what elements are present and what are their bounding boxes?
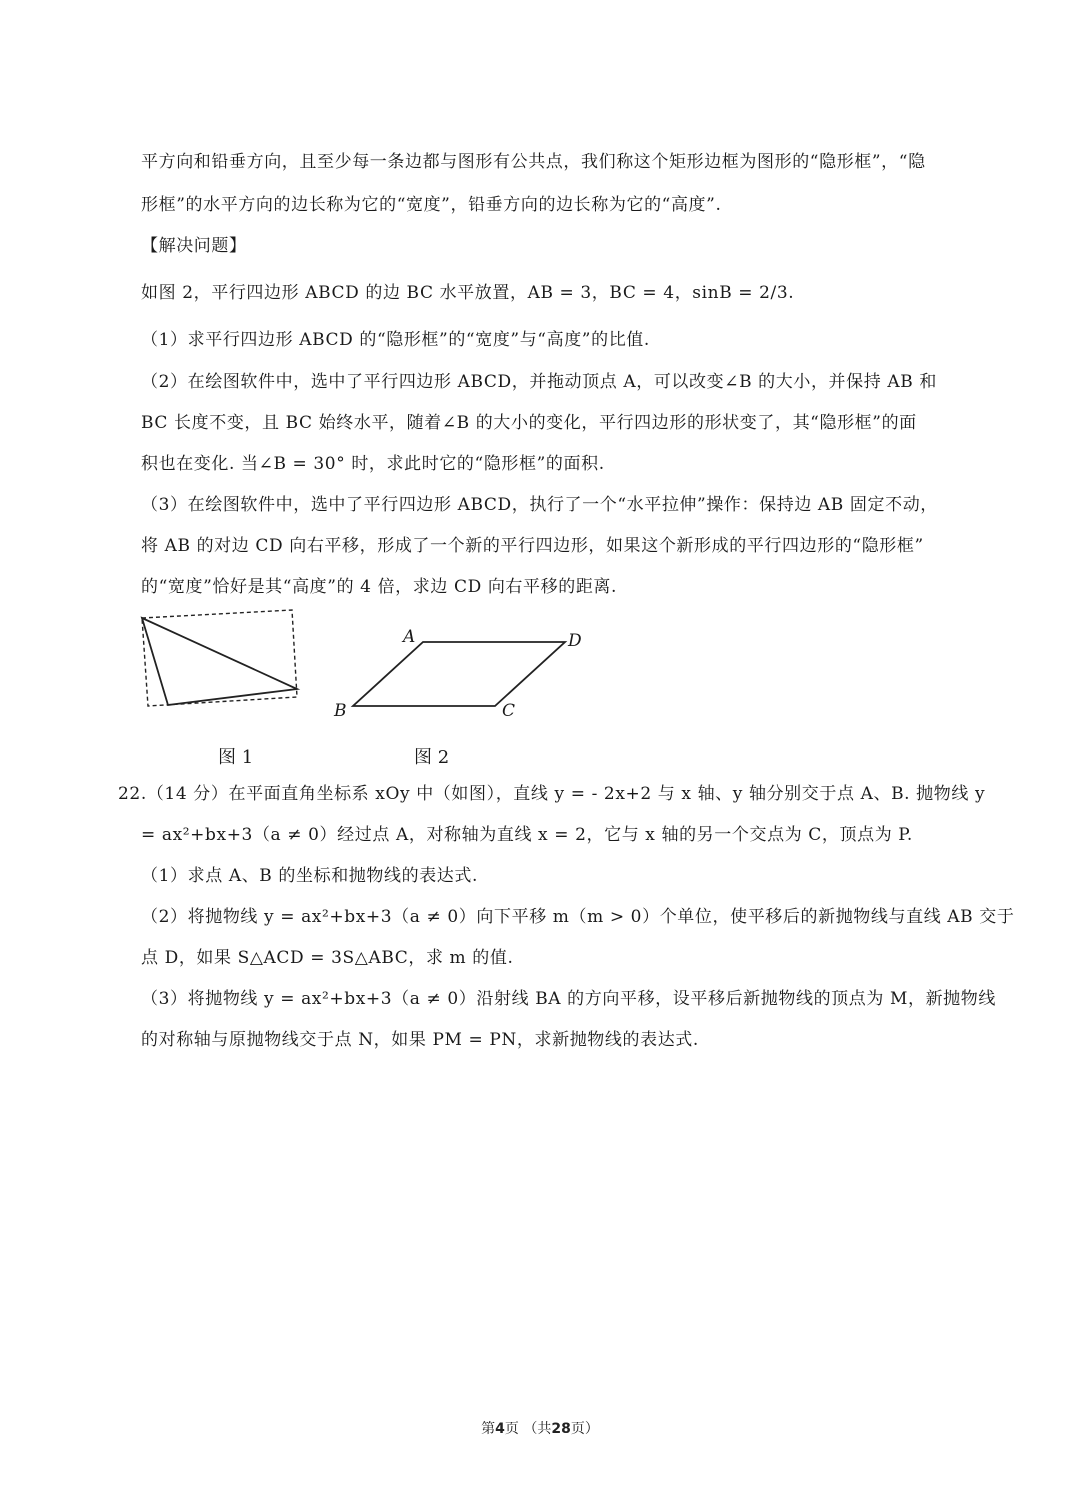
q22-line-2: = ax²+bx+3（a ≠ 0）经过点 A，对称轴为直线 x = 2，它与 x 轴的另一个交点为 C，顶点为 P. [141,825,913,845]
footer-prefix: 第 [481,1421,496,1437]
vertex-b-label: B [334,701,347,721]
figure-2 [325,620,595,725]
q22-line-1: 22.（14 分）在平面直角坐标系 xOy 中（如图），直线 y = - 2x+2 与 x 轴、y 轴分别交于点 A、B. 抛物线 y [118,784,986,804]
figure-1-caption: 图 1 [218,747,254,768]
footer-suffix: 页） [570,1421,599,1437]
footer-page-number: 4 [495,1421,505,1437]
vertex-c-label: C [502,701,516,721]
question-2-line-3: 积也在变化. 当∠B = 30° 时，求此时它的“隐形框”的面积. [141,454,605,474]
question-2-line-2: BC 长度不变，且 BC 始终水平，随着∠B 的大小的变化，平行四边形的形状变了，其“隐形框”的面 [141,413,917,433]
vertex-d-label: D [568,631,582,651]
footer-mid: 页 （共 [504,1421,552,1437]
page-footer [0,1418,1080,1438]
text-line-1: 平方向和铅垂方向，且至少每一条边都与图形有公共点，我们称这个矩形边框为图形的“隐形框”，“隐 [141,152,926,172]
parallelogram-abcd [353,642,565,706]
footer-total-pages: 28 [551,1421,571,1437]
question-3-line-1: （3）在绘图软件中，选中了平行四边形 ABCD，执行了一个“水平拉伸”操作：保持边 AB 固定不动， [141,495,938,515]
figure-2-caption: 图 2 [414,747,450,768]
text-line-problem: 如图 2，平行四边形 ABCD 的边 BC 水平放置，AB = 3，BC = 4，sinB = 2/3. [141,283,795,303]
figure-1 [135,605,305,715]
question-3-line-3: 的“宽度”恰好是其“高度”的 4 倍，求边 CD 向右平移的距离. [141,577,618,597]
text-line-2: 形框”的水平方向的边长称为它的“宽度”，铅垂方向的边长称为它的“高度”. [141,195,722,215]
vertex-a-label: A [403,627,416,647]
q22-part-3-line-2: 的对称轴与原抛物线交于点 N，如果 PM = PN，求新抛物线的表达式. [141,1030,699,1050]
question-2-line-1: （2）在绘图软件中，选中了平行四边形 ABCD，并拖动顶点 A，可以改变∠B 的大小，并保持 AB 和 [141,372,937,392]
section-heading: 【解决问题】 [141,236,247,256]
question-1: （1）求平行四边形 ABCD 的“隐形框”的“宽度”与“高度”的比值. [141,330,650,350]
q22-part-2-line-1: （2）将抛物线 y = ax²+bx+3（a ≠ 0）向下平移 m（m > 0）个单位，使平移后的新抛物线与直线 AB 交于 [141,907,1015,927]
q22-part-2-line-2: 点 D，如果 S△ACD = 3S△ABC，求 m 的值. [141,948,514,968]
question-3-line-2: 将 AB 的对边 CD 向右平移，形成了一个新的平行四边形，如果这个新形成的平行四边形的“隐形框” [141,536,924,556]
q22-part-3-line-1: （3）将抛物线 y = ax²+bx+3（a ≠ 0）沿射线 BA 的方向平移，设平移后新抛物线的顶点为 M，新抛物线 [141,989,996,1009]
triangle [142,618,297,705]
q22-part-1: （1）求点 A、B 的坐标和抛物线的表达式. [141,866,478,886]
